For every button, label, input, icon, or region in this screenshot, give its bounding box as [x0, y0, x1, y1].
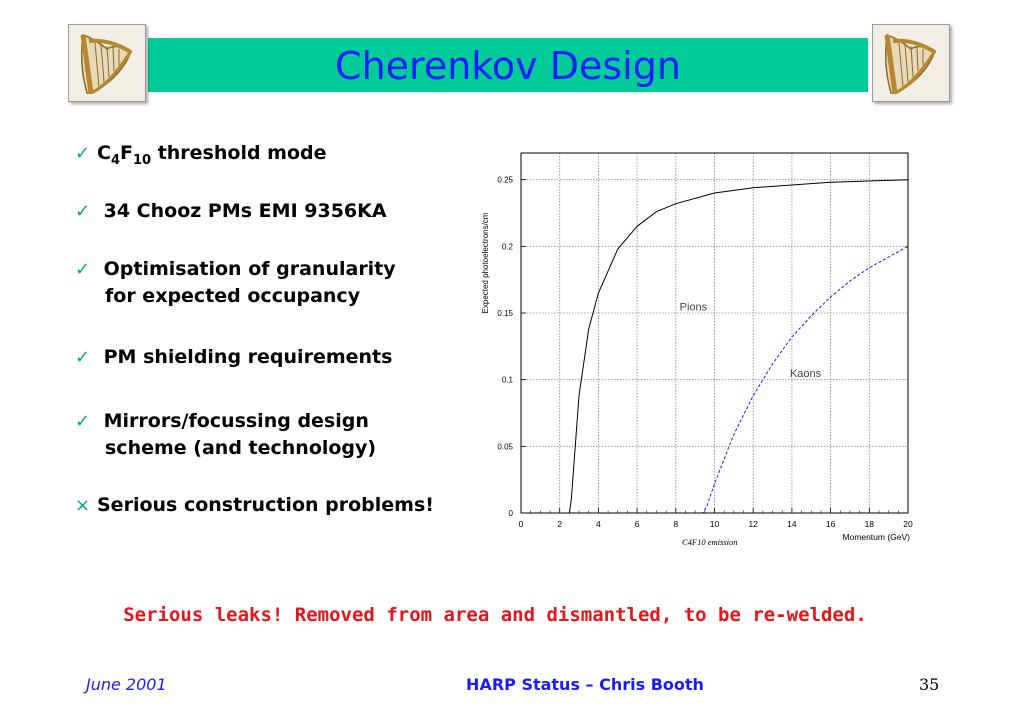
photoelectron-chart — [476, 148, 921, 553]
harp-logo-right — [872, 24, 950, 102]
x-tick-label: 20 — [903, 519, 913, 529]
annotation-kaons: Kaons — [789, 368, 822, 380]
y-tick-label: 0 — [508, 509, 513, 518]
harp-icon — [69, 25, 145, 101]
bullet-granularity: ✓ Optimisation of granularity for expected occupancy — [75, 258, 396, 307]
bullet-mirrors: ✓ Mirrors/focussing design scheme (and technology) — [75, 410, 377, 459]
check-icon: ✓ — [75, 411, 91, 432]
y-axis-label: Expected photoelectrons/cm — [481, 212, 490, 314]
check-icon: ✓ — [75, 259, 91, 280]
x-tick-label: 4 — [596, 519, 601, 529]
x-tick-label: 0 — [518, 519, 524, 529]
bullet-c4f10: ✓ $C_4F_{10}$ threshold mode — [75, 142, 327, 168]
y-tick-label: 0.25 — [497, 175, 513, 185]
check-icon: ✓ — [75, 347, 91, 368]
bullet-problems: × Serious construction problems! — [75, 492, 434, 519]
x-axis-label: Momentum (GeV) — [842, 532, 910, 542]
y-tick-label: 0.1 — [501, 375, 513, 385]
slide-title: Cherenkov Design — [335, 44, 681, 88]
x-tick-label: 16 — [825, 519, 836, 529]
x-tick-label: 18 — [864, 519, 875, 529]
x-tick-label: 8 — [673, 519, 679, 529]
x-tick-label: 6 — [634, 519, 640, 529]
chart-caption: C4F10 emission — [682, 537, 738, 547]
y-tick-label: 0.2 — [501, 242, 513, 252]
leak-note: Serious leaks! Removed from area and dismantled, to be re-welded. — [123, 604, 867, 626]
cross-icon: × — [75, 495, 91, 516]
x-tick-label: 14 — [787, 519, 797, 529]
footer-presenter: HARP Status – Chris Booth — [466, 675, 704, 694]
bullet-shielding: ✓ PM shielding requirements — [75, 344, 392, 371]
check-icon: ✓ — [75, 201, 91, 222]
check-icon: ✓ — [75, 143, 91, 164]
harp-logo-left — [68, 24, 146, 102]
x-tick-label: 10 — [709, 519, 720, 529]
footer-date: June 2001 — [86, 675, 167, 694]
page-number: 35 — [919, 675, 940, 694]
y-tick-label: 0.15 — [497, 309, 513, 318]
series-pions — [560, 180, 908, 513]
harp-icon — [873, 25, 949, 101]
annotation-pions: Pions — [679, 301, 708, 314]
x-tick-label: 12 — [748, 519, 758, 529]
chart-svg — [476, 148, 921, 553]
y-tick-label: 0.05 — [497, 442, 513, 452]
x-tick-label: 2 — [557, 519, 563, 529]
bullet-pms: ✓ 34 Chooz PMs EMI 9356KA — [75, 198, 387, 225]
